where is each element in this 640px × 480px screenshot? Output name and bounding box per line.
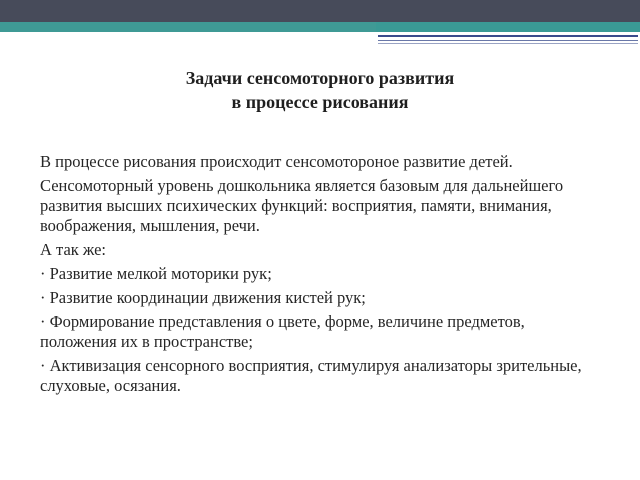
body-paragraph: А так же: — [40, 240, 107, 259]
slide-header-bar — [0, 0, 640, 22]
decorative-line — [378, 35, 638, 37]
bullet-item: · Активизация сенсорного восприятия, стимулируя анализаторы зрительные, слуховые, осязания. — [40, 356, 582, 395]
body-paragraph: Сенсомоторный уровень дошкольника является базовым для дальнейшего развития высших психических функций: восприятия, памяти, внимания, воображения, мышления, речи. — [40, 176, 564, 235]
slide-title — [60, 66, 580, 114]
decorative-line — [378, 43, 638, 44]
bullet-item: · Развитие координации движения кистей рук; — [40, 288, 366, 307]
slide-title-line-1: Задачи сенсомоторного развития — [185, 68, 455, 88]
slide-title-line-2: в процессе рисования — [231, 92, 409, 112]
bullet-item: · Формирование представления о цвете, форме, величине предметов, положения их в пространстве; — [40, 312, 525, 351]
slide-body — [40, 152, 600, 400]
decorative-line — [378, 40, 638, 41]
bullet-item: · Развитие мелкой моторики рук; — [40, 264, 272, 283]
slide-accent-stripe-right — [376, 22, 640, 32]
body-paragraph: В процессе рисования происходит сенсомотороное развитие детей. — [40, 152, 513, 171]
